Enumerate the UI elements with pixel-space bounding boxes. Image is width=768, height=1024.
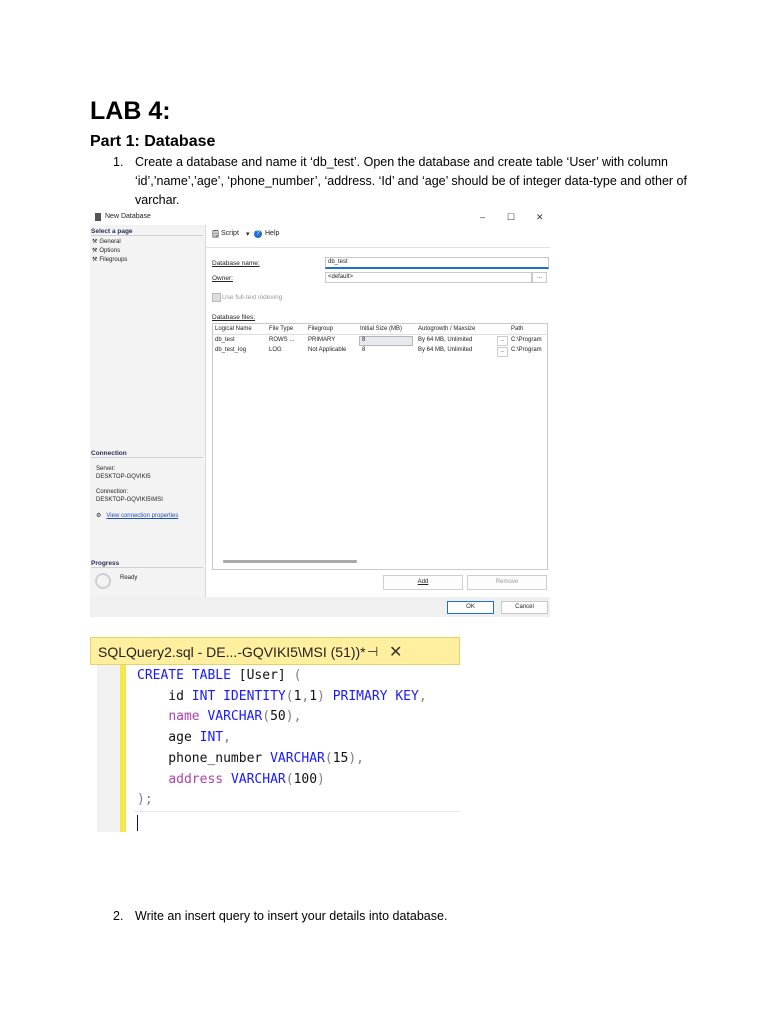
part-heading: Part 1: Database [90, 133, 216, 150]
view-connection-properties-link[interactable]: ⚙ View connection properties [96, 513, 179, 519]
owner-label: Owner: [212, 275, 233, 282]
database-name-label: Database name: [212, 260, 260, 267]
column-header[interactable]: Filegroup [308, 326, 334, 332]
server-value: DESKTOP-GQVIKI5 [96, 474, 151, 480]
new-database-dialog [90, 210, 550, 617]
script-dropdown-icon[interactable]: ▾ [246, 231, 250, 238]
column-header[interactable]: Path [511, 326, 524, 332]
dialog-title: New Database [105, 213, 151, 220]
column-header[interactable]: File Type [269, 326, 294, 332]
database-files-grid [212, 323, 548, 570]
minimize-button[interactable]: – [480, 212, 486, 222]
script-icon: 🗒 [211, 231, 220, 238]
remove-button[interactable]: Remove [467, 575, 547, 590]
list-text: Write an insert query to insert your details into database. [135, 909, 448, 923]
editor-gutter [98, 665, 120, 832]
dialog-toolbar [206, 225, 550, 247]
table-cell[interactable]: PRIMARY [308, 337, 336, 343]
connection-label: Connection: [96, 489, 129, 495]
cancel-button[interactable]: Cancel [501, 601, 548, 614]
connection-icon: ⚙ [96, 513, 102, 519]
page-item-general[interactable]: ⚒ General [92, 239, 121, 245]
column-header[interactable]: Autogrowth / Maxsize [418, 326, 476, 332]
close-button[interactable]: ✕ [536, 212, 544, 222]
fulltext-checkbox[interactable] [212, 293, 221, 302]
list-text: Create a database and name it ‘db_test’. Open the database and create table ‘User’ with column ‘id’,’name’,’age’, ‘phone_number’, ‘address. ‘Id’ and ‘age’ should be of integer data-type and other of varchar. [135, 155, 687, 207]
table-cell[interactable]: LOG [269, 347, 282, 353]
code-line: ); [137, 792, 153, 808]
page-item-options[interactable]: ⚒ Options [92, 248, 121, 254]
lab-heading: LAB 4: [90, 97, 171, 125]
autogrowth-browse-button[interactable]: ... [497, 336, 508, 346]
fulltext-label: Use full-text indexing [222, 294, 283, 301]
server-label: Server: [96, 466, 116, 472]
initial-size-input[interactable] [359, 336, 413, 346]
owner-input[interactable]: <default> [325, 272, 532, 283]
ok-button[interactable]: OK [447, 601, 494, 614]
grid-header-row [213, 324, 547, 335]
table-cell[interactable]: 8 [362, 337, 366, 343]
table-cell[interactable]: 8 [362, 347, 366, 353]
table-cell[interactable]: db_test [215, 337, 235, 343]
progress-status: Ready [120, 575, 138, 581]
script-button[interactable]: Script [221, 230, 239, 237]
wrench-icon: ⚒ [92, 248, 98, 254]
select-page-pane [90, 225, 206, 597]
wrench-icon: ⚒ [92, 239, 98, 245]
owner-browse-button[interactable]: ... [532, 272, 547, 283]
horizontal-scrollbar[interactable] [223, 560, 357, 563]
progress-spinner-icon [95, 573, 111, 589]
maximize-button[interactable]: ☐ [507, 212, 516, 222]
database-icon [95, 213, 101, 221]
table-cell: By 64 MB, Unlimited [418, 337, 473, 343]
code-area[interactable] [137, 666, 427, 811]
toolbar-divider [206, 247, 550, 248]
table-cell[interactable]: Not Applicable [308, 347, 347, 353]
add-button[interactable]: Add [383, 575, 463, 590]
database-name-input[interactable]: db_test [325, 257, 549, 269]
select-page-header: Select a page [91, 228, 203, 236]
table-cell: C:\Program [511, 337, 542, 343]
code-line: phone_number VARCHAR(15), [137, 750, 364, 766]
code-line: age INT, [137, 730, 231, 746]
wrench-icon: ⚒ [92, 257, 98, 263]
table-cell: C:\Program [511, 347, 542, 353]
help-icon: ? [254, 230, 262, 238]
column-header[interactable]: Initial Size (MB) [360, 326, 403, 332]
pin-icon[interactable]: ⊣ [367, 644, 379, 659]
list-number: 1. [113, 155, 124, 169]
progress-header: Progress [91, 560, 203, 568]
connection-value: DESKTOP-GQVIKI5\MSI [96, 497, 163, 503]
editor-tab[interactable] [90, 637, 460, 665]
editor-tab-title: SQLQuery2.sql - DE...-GQVIKI5\MSI (51))* [98, 644, 366, 660]
code-line: CREATE TABLE [User] ( [137, 668, 302, 683]
change-tracking-bar [120, 665, 126, 832]
database-files-label: Database files: [212, 314, 255, 321]
code-line: name VARCHAR(50), [168, 709, 302, 725]
current-line-highlight [134, 811, 460, 832]
help-button[interactable]: Help [265, 230, 280, 237]
code-line: id INT IDENTITY(1,1) PRIMARY KEY, [137, 688, 427, 704]
list-number: 2. [113, 909, 124, 923]
table-cell: By 64 MB, Unlimited [418, 347, 473, 353]
autogrowth-browse-button[interactable]: ... [497, 347, 508, 357]
dialog-footer [90, 597, 550, 617]
editor-left-margin [90, 665, 98, 832]
text-caret [137, 815, 138, 831]
close-icon[interactable]: ✕ [389, 644, 403, 661]
table-cell[interactable]: db_test_log [215, 347, 247, 353]
page-item-filegroups[interactable]: ⚒ Filegroups [92, 257, 128, 263]
sql-editor [90, 637, 460, 832]
connection-header: Connection [91, 450, 203, 458]
code-line: address VARCHAR(100) [168, 771, 325, 787]
column-header[interactable]: Logical Name [215, 326, 252, 332]
dialog-titlebar [90, 210, 550, 225]
table-cell[interactable]: ROWS ... [269, 337, 295, 343]
